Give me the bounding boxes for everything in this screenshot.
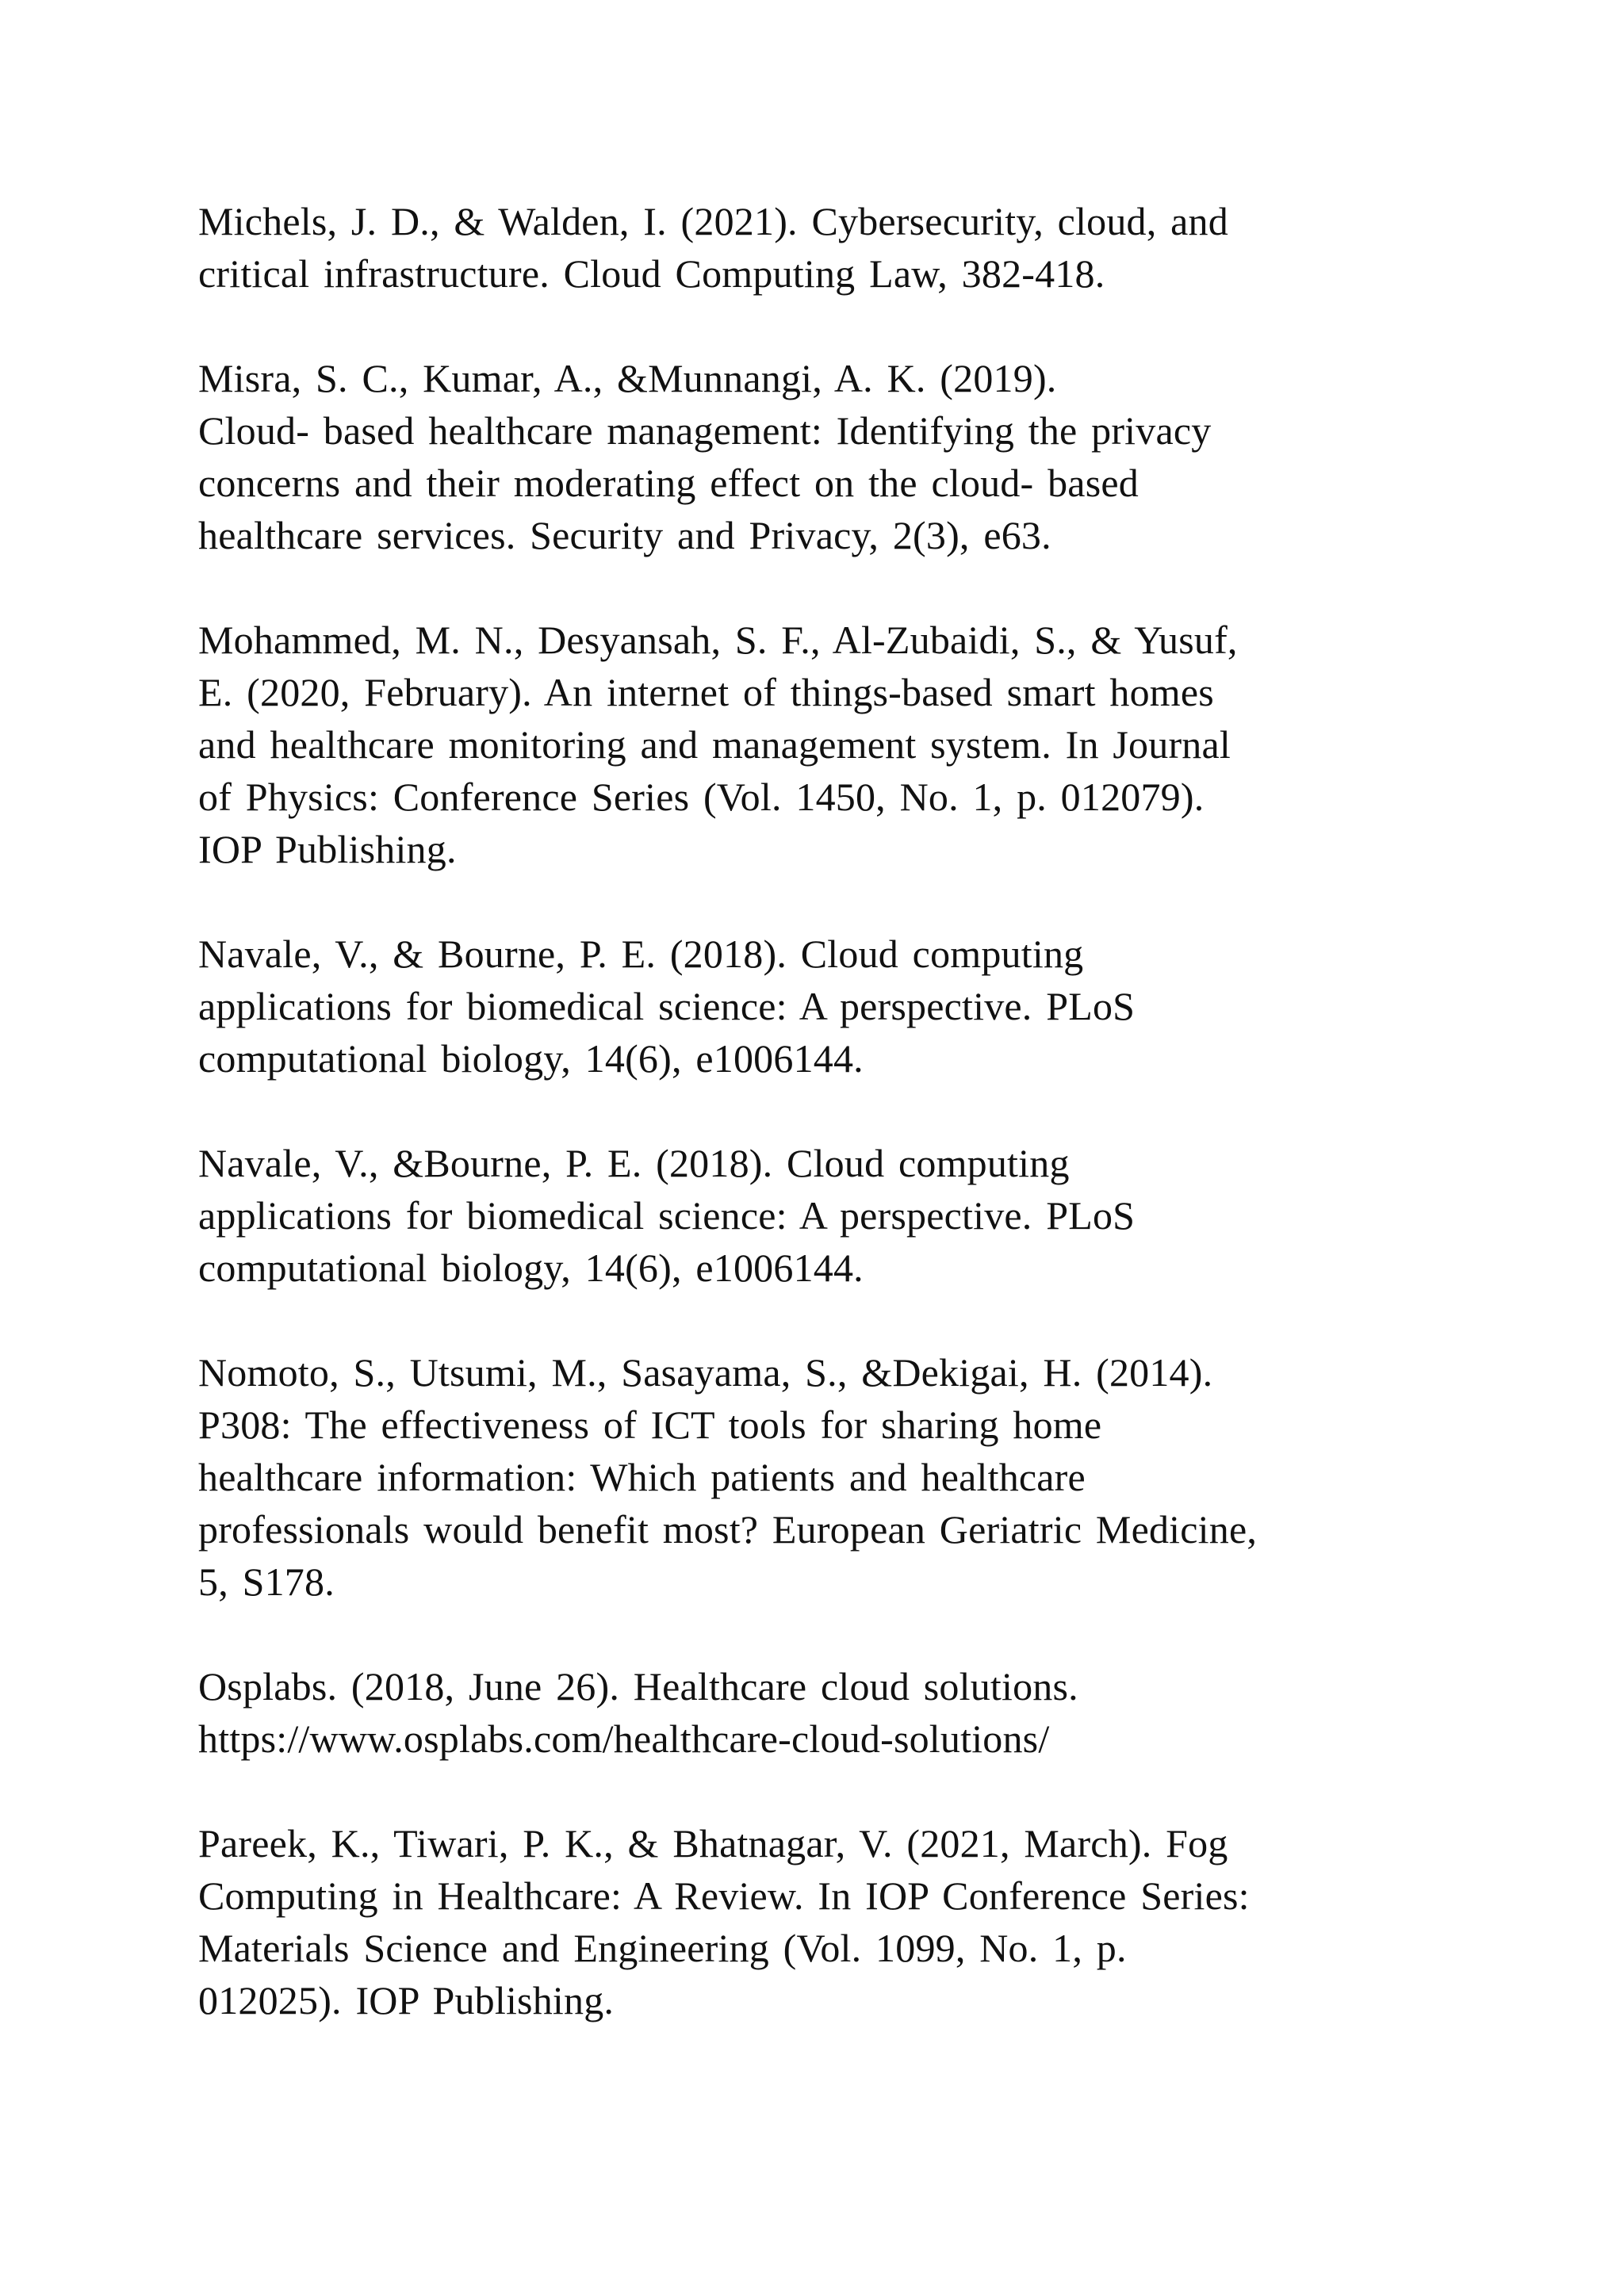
reference-line: Mohammed, M. N., Desyansah, S. F., Al-Zubaidi, S., & Yusuf, bbox=[198, 618, 1238, 662]
reference-entry-mohammed bbox=[198, 614, 1499, 875]
reference-line: Osplabs. (2018, June 26). Healthcare cloud solutions. bbox=[198, 1664, 1078, 1709]
reference-line: IOP Publishing. bbox=[198, 827, 457, 871]
reference-line: E. (2020, February). An internet of things-based smart homes bbox=[198, 670, 1214, 714]
reference-list bbox=[198, 195, 1499, 2079]
reference-entry-michels bbox=[198, 195, 1499, 300]
reference-line: Pareek, K., Tiwari, P. K., & Bhatnagar, V. (2021, March). Fog bbox=[198, 1821, 1228, 1866]
reference-entry-navale-2 bbox=[198, 1137, 1499, 1294]
reference-line: healthcare services. Security and Privacy, 2(3), e63. bbox=[198, 513, 1051, 557]
reference-line: Michels, J. D., & Walden, I. (2021). Cybersecurity, cloud, and bbox=[198, 199, 1228, 243]
reference-url: https://www.osplabs.com/healthcare-cloud-solutions/ bbox=[198, 1716, 1050, 1761]
reference-entry-pareek bbox=[198, 1817, 1499, 2026]
reference-entry-misra bbox=[198, 352, 1499, 561]
reference-line: applications for biomedical science: A perspective. PLoS bbox=[198, 1193, 1136, 1238]
reference-line: applications for biomedical science: A perspective. PLoS bbox=[198, 984, 1136, 1028]
reference-entry-nomoto bbox=[198, 1346, 1499, 1608]
reference-line: healthcare information: Which patients and healthcare bbox=[198, 1455, 1086, 1499]
reference-entry-navale-1 bbox=[198, 928, 1499, 1085]
reference-line: professionals would benefit most? European Geriatric Medicine, bbox=[198, 1507, 1258, 1552]
reference-line: P308: The effectiveness of ICT tools for sharing home bbox=[198, 1402, 1102, 1447]
reference-line: Navale, V., &Bourne, P. E. (2018). Cloud computing bbox=[198, 1141, 1070, 1185]
reference-line: Nomoto, S., Utsumi, M., Sasayama, S., &Dekigai, H. (2014). bbox=[198, 1350, 1213, 1395]
reference-line: 012025). IOP Publishing. bbox=[198, 1978, 615, 2022]
reference-line: computational biology, 14(6), e1006144. bbox=[198, 1246, 864, 1290]
reference-line: computational biology, 14(6), e1006144. bbox=[198, 1036, 864, 1081]
reference-line: 5, S178. bbox=[198, 1559, 335, 1604]
reference-line: Computing in Healthcare: A Review. In IOP Conference Series: bbox=[198, 1873, 1250, 1918]
reference-line: Misra, S. C., Kumar, A., &Munnangi, A. K. (2019). bbox=[198, 356, 1057, 400]
reference-line: Materials Science and Engineering (Vol. 1099, No. 1, p. bbox=[198, 1926, 1127, 1970]
reference-line: and healthcare monitoring and management system. In Journal bbox=[198, 722, 1231, 767]
reference-line: Cloud- based healthcare management: Identifying the privacy bbox=[198, 408, 1212, 453]
reference-line: concerns and their moderating effect on the cloud- based bbox=[198, 461, 1139, 505]
reference-line: critical infrastructure. Cloud Computing Law, 382-418. bbox=[198, 251, 1105, 296]
reference-entry-osplabs bbox=[198, 1660, 1499, 1765]
reference-line: Navale, V., & Bourne, P. E. (2018). Cloud computing bbox=[198, 932, 1084, 976]
reference-line: of Physics: Conference Series (Vol. 1450, No. 1, p. 012079). bbox=[198, 775, 1205, 819]
